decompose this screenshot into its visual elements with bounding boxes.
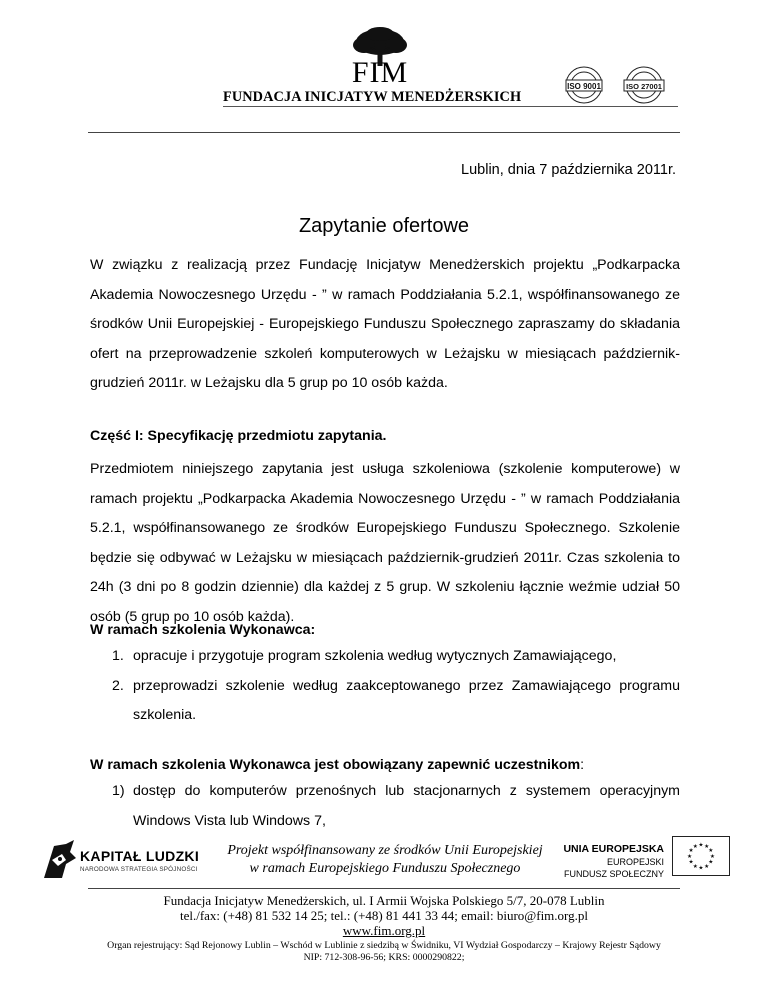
certification-badges bbox=[556, 64, 680, 108]
footer-divider bbox=[88, 888, 680, 889]
eu-subtitle-1: EUROPEJSKI bbox=[606, 857, 664, 867]
list-item-number: 2. bbox=[112, 677, 124, 694]
eu-star-icon: ★ bbox=[704, 863, 710, 870]
list-item-text: przeprowadzi szkolenie według zaakceptowanego przez Zamawiającego programu szkolenia. bbox=[133, 677, 680, 724]
footer-registry: Organ rejestrujący: Sąd Rejonowy Lublin – Wschód w Lublinie z siedzibą w Świdniku, VI Wydział Gospodarczy – Krajowy Rejestr Sądowy bbox=[107, 940, 661, 951]
project-note-line-2: w ramach Europejskiego Funduszu Społecznego bbox=[249, 861, 521, 876]
footer-website-row bbox=[0, 923, 768, 939]
list-item-text: dostęp do komputerów przenośnych lub stacjonarnych z systemem operacyjnym Windows Vista lub Windows 7, bbox=[133, 783, 680, 829]
eu-star-icon: ★ bbox=[692, 844, 698, 851]
footer-address: Fundacja Inicjatyw Menedżerskich, ul. I Armii Wojska Polskiego 5/7, 20-078 Lublin bbox=[163, 893, 605, 908]
list-item bbox=[90, 777, 680, 836]
eu-star-icon: ★ bbox=[708, 859, 714, 866]
obligations-list bbox=[90, 642, 680, 731]
section-body: Przedmiotem niniejszego zapytania jest usługa szkoleniowa (szkolenie komputerowe) w ramach projektu „Podkarpacka Akademia Nowoczesnego Urzędu - ” w ramach Poddziałania 5.2.1, współfinansowanego ze środków Europejskiego Funduszu Społecznego. Szkolenie będzie się odbywać w Leżajsku w miesiącach październik-grudzień 2011r. Czas szkolenia to 24h (3 dni po 8 godzin dziennie) dla każdej z 5 grup. W szkoleniu łącznie weźmie udział 50 osób (5 grup po 10 osób każda). bbox=[90, 461, 680, 625]
date-line: Lublin, dnia 7 października 2011r. bbox=[461, 162, 676, 178]
section-heading: Część I: Specyfikację przedmiotu zapytania. bbox=[90, 428, 387, 444]
eu-star-icon: ★ bbox=[688, 848, 694, 855]
list-item bbox=[90, 642, 680, 672]
project-note-line-1: Projekt współfinansowany ze środków Unii Europejskiej bbox=[227, 843, 543, 858]
footer-nip-krs: NIP: 712-308-96-56; KRS: 0000290822; bbox=[303, 952, 465, 963]
footer-website-link[interactable]: www.fim.org.pl bbox=[342, 923, 426, 938]
eu-star-icon: ★ bbox=[704, 844, 710, 851]
eu-subtitle-2: FUNDUSZ SPOŁECZNY bbox=[563, 869, 664, 879]
kapital-ludzki-title: KAPITAŁ LUDZKI bbox=[80, 848, 200, 864]
eu-star-icon: ★ bbox=[688, 859, 694, 866]
provide-heading-text: W ramach szkolenia Wykonawca jest obowiązany zapewnić uczestnikom bbox=[90, 757, 581, 773]
eu-star-icon: ★ bbox=[709, 853, 715, 860]
provide-heading bbox=[90, 757, 584, 773]
provide-heading-colon: : bbox=[580, 757, 585, 773]
organization-name: FUNDACJA INICJATYW MENEDŻERSKICH bbox=[223, 89, 522, 105]
eu-flag-icon bbox=[672, 836, 730, 876]
eu-star-icon: ★ bbox=[708, 848, 714, 855]
list-item bbox=[90, 672, 680, 731]
intro-paragraph: W związku z realizacją przez Fundację Inicjatyw Menedżerskich projektu „Podkarpacka Akademia Nowoczesnego Urzędu - ” w ramach Poddziałania 5.2.1, współfinansowanego ze środków Unii Europejskiej - Europejskiego Funduszu Społecznego zapraszamy do składania ofert na przeprowadzenie szkoleń komputerowych w Leżajsku w miesiącach październik-grudzień 2011r. w Leżajsku dla 5 grup po 10 osób każda. bbox=[90, 257, 680, 392]
provide-list bbox=[90, 777, 680, 836]
list-item-text: opracuje i przygotuje program szkolenia według wytycznych Zamawiającego, bbox=[133, 648, 617, 664]
list-item-number: 1. bbox=[112, 648, 124, 664]
iso-9001-label: ISO 9001 bbox=[567, 82, 601, 91]
header-divider bbox=[88, 132, 680, 133]
eu-star-icon: ★ bbox=[692, 863, 698, 870]
eu-star-icon: ★ bbox=[687, 853, 693, 860]
letterhead bbox=[0, 0, 768, 130]
project-note bbox=[205, 842, 565, 878]
fim-logo-text: FIM bbox=[351, 56, 409, 89]
obligations-heading: W ramach szkolenia Wykonawca: bbox=[90, 622, 316, 638]
eu-star-icon: ★ bbox=[698, 865, 704, 872]
eu-star-icon: ★ bbox=[698, 842, 704, 849]
footer-contact: tel./fax: (+48) 81 532 14 25; tel.: (+48) 81 441 33 44; email: biuro@fim.org.pl bbox=[179, 908, 589, 923]
iso-27001-label: ISO 27001 bbox=[626, 82, 662, 91]
eu-title: UNIA EUROPEJSKA bbox=[563, 843, 664, 855]
document-title: Zapytanie ofertowe bbox=[298, 215, 470, 237]
kapital-ludzki-subtitle: NARODOWA STRATEGIA SPÓJNOŚCI bbox=[80, 866, 198, 873]
list-item-number: 1) bbox=[112, 783, 125, 799]
